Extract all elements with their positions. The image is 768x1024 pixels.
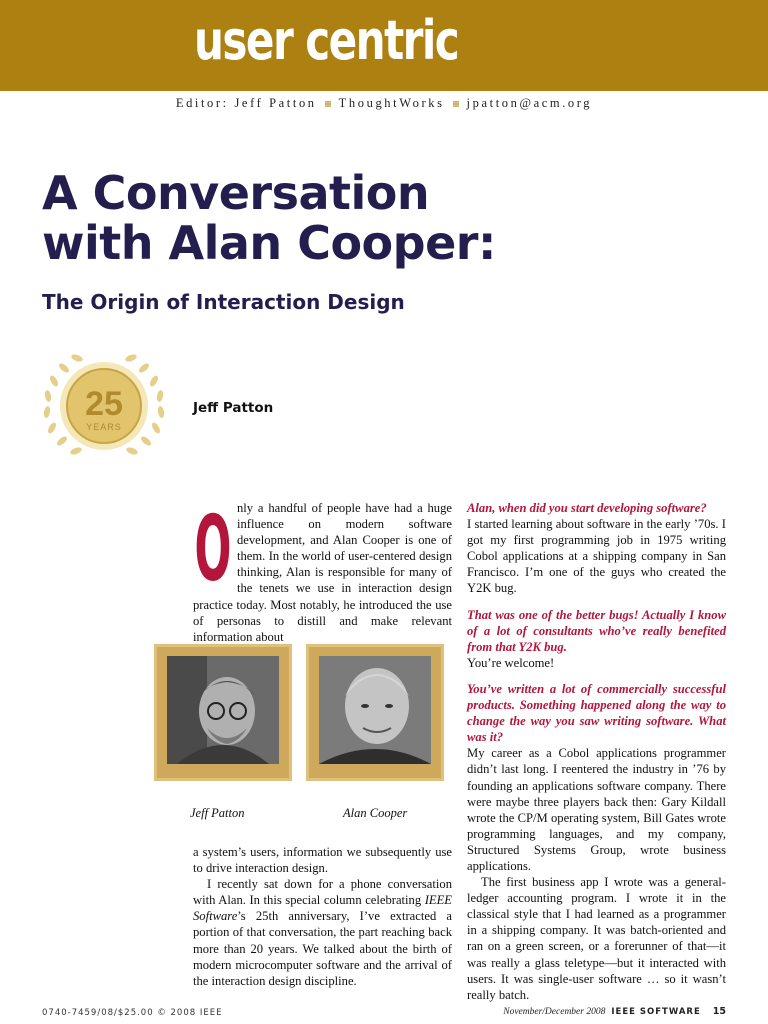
- issue-date: November/December 2008: [503, 1007, 606, 1017]
- interview-question: That was one of the better bugs! Actually I know of a lot of consultants who’ve really benefited from that Y2K bug.: [467, 607, 726, 654]
- editor-line: [0, 96, 768, 111]
- alan-cooper-photo: [319, 656, 431, 764]
- photo-caption-jeff-patton: Jeff Patton: [190, 806, 245, 820]
- author-byline: Jeff Patton: [193, 400, 274, 416]
- photo-frame-jeff-patton: [154, 644, 292, 781]
- interview-answer: My career as a Cobol applications programmer didn’t last long. I reentered the industry in ’76 by founding an applications software company. There were maybe three players back then: Gary Kildall wrote the CP/M operating system, Bill Gates wrote programming languages, and my company, Structured Systems Group, wrote business applications.: [467, 746, 726, 873]
- laurel-wreath-icon: [40, 348, 168, 464]
- interview-column: [467, 500, 726, 1003]
- interview-answer: The first business app I wrote was a general-ledger accounting program. I wrote it in the classical style that I had learned as a programmer in a shipping company. It was batch-oriented and ran on a green screen, or a forerunner of that—it was really a glass teletype—but it interacted with users. It was single-user software … so it wasn’t really batch.: [467, 875, 726, 1002]
- interview-answer: You’re welcome!: [467, 655, 555, 670]
- body-column-lower-left: [193, 844, 452, 989]
- editor-org: ThoughtWorks: [338, 96, 445, 110]
- body-paragraph: a system’s users, information we subsequently use to drive interaction design.: [193, 845, 452, 876]
- section-title: user centric: [194, 9, 459, 72]
- editor-email[interactable]: jpatton@acm.org: [466, 96, 593, 110]
- interview-question: Alan, when did you start developing software?: [467, 501, 707, 515]
- article-headline: [42, 168, 742, 268]
- interview-answer: I started learning about software in the early ’70s. I got my first programming job in 1975 writing Cobol applications at a shipping company in San Francisco. I’m one of the guys who created the Y2K bug.: [467, 517, 726, 596]
- section-banner: [0, 0, 768, 91]
- separator-square-icon: [453, 101, 459, 107]
- body-text: ’s 25th anniversary, I’ve extracted a portion of that conversation, the part reaching back more than 20 years. We talked about the birth of modern microcomputer software and the arrival of the interaction design discipline.: [193, 909, 452, 988]
- editor-name: Editor: Jeff Patton: [175, 96, 317, 110]
- anniversary-medal-icon: [40, 348, 168, 464]
- separator-square-icon: [325, 101, 331, 107]
- medal-number: 25: [85, 385, 123, 423]
- article-subtitle: The Origin of Interaction Design: [42, 290, 405, 314]
- jeff-patton-photo: [167, 656, 279, 764]
- intro-paragraph: [193, 500, 452, 645]
- drop-cap: [193, 500, 233, 586]
- magazine-title: IEEE SOFTWARE: [611, 1007, 701, 1017]
- headline-line-1: A Conversation: [42, 166, 430, 220]
- intro-text: nly a handful of people have had a huge influence on modern software development, and Alan Cooper is one of them. In the world of user-centered design thinking, Alan is responsible for many of the tenets we use in interaction design practice today. Most notably, he introduced the use of personas to distill and make relevant information about: [193, 501, 452, 644]
- interview-question: You’ve written a lot of commercially successful products. Something happened along the way to change the way you saw writing software. What was it?: [467, 681, 726, 745]
- body-paragraph: [193, 876, 452, 989]
- photo-caption-alan-cooper: Alan Cooper: [343, 806, 408, 820]
- magazine-name: IEEE Software: [193, 893, 452, 924]
- headline-line-2: with Alan Cooper:: [42, 216, 496, 270]
- page-number: 15: [712, 1006, 726, 1017]
- medal-label: YEARS: [86, 422, 122, 432]
- body-text: I recently sat down for a phone conversation with Alan. In this special column celebrating: [193, 877, 452, 908]
- drop-cap-letter: O: [194, 500, 232, 586]
- photo-frame-alan-cooper: [306, 644, 444, 781]
- footer-copyright: 0740-7459/08/$25.00 © 2008 IEEE: [42, 1008, 223, 1018]
- footer-folio: [503, 1006, 726, 1017]
- intro-column: [193, 500, 452, 645]
